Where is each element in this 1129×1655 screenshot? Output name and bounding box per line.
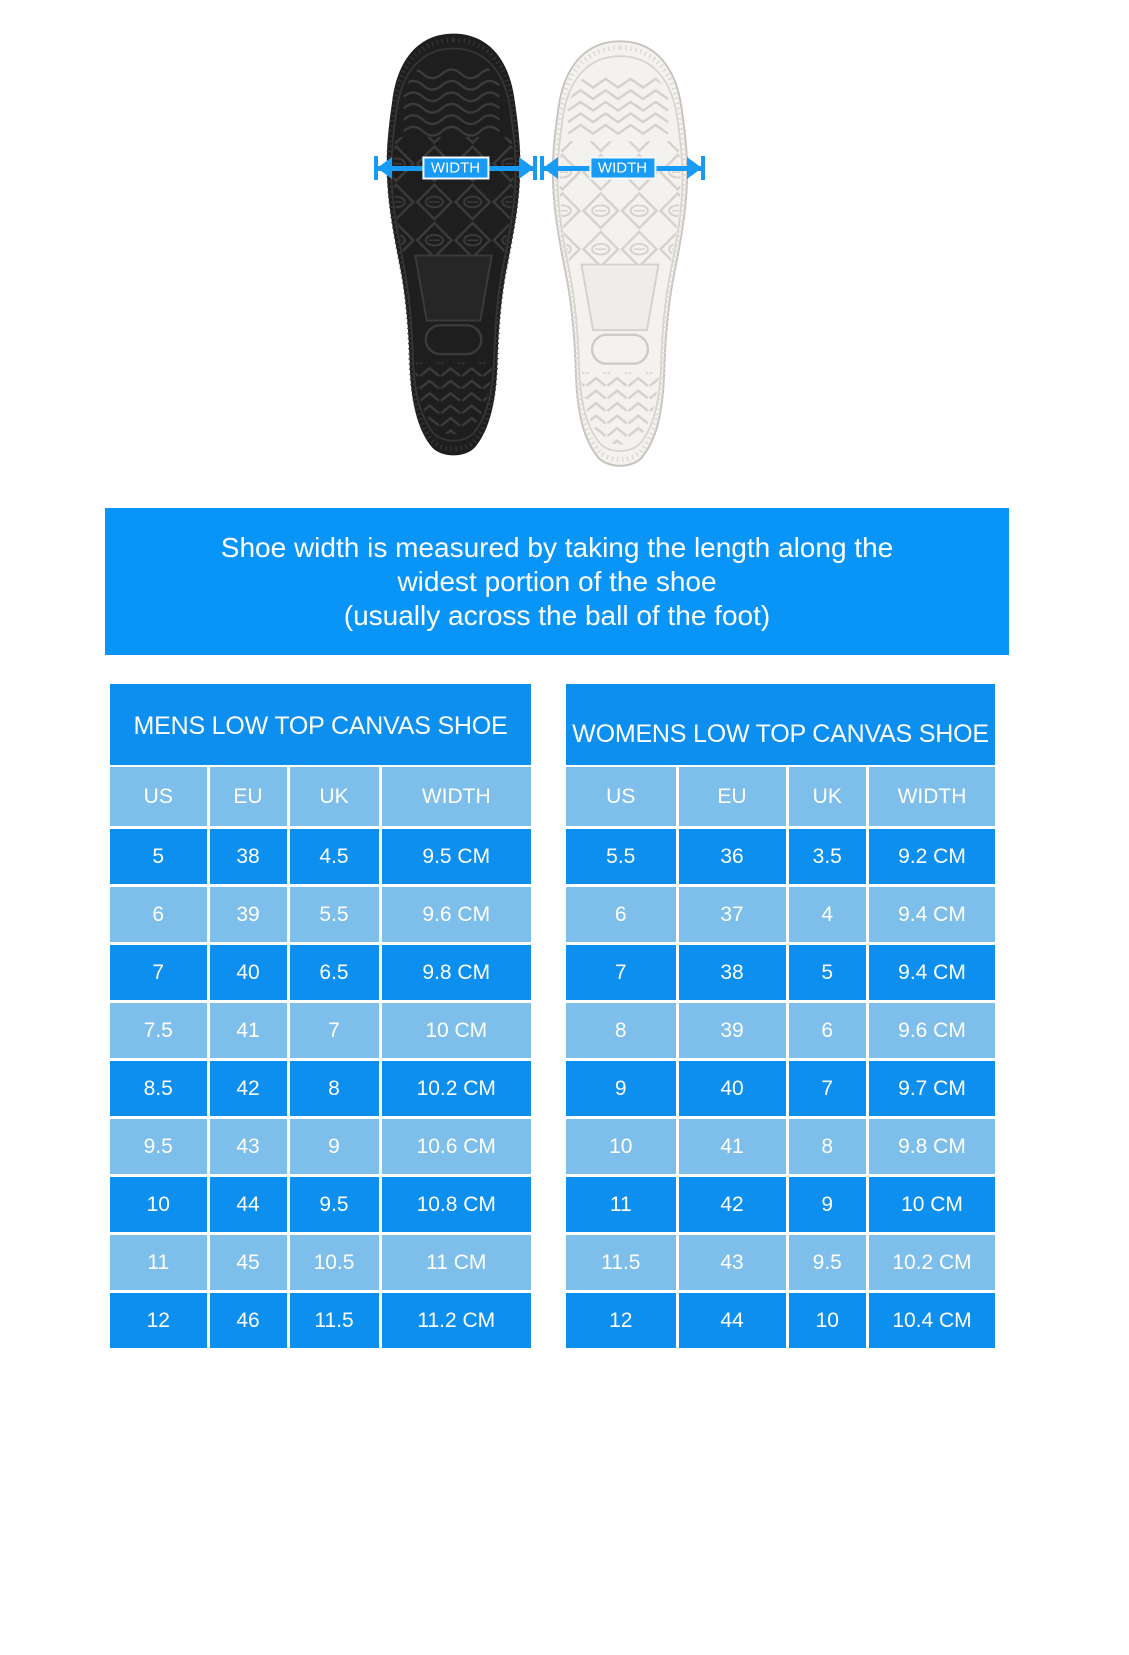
column-header-width: WIDTH [869,767,995,826]
table-cell: 46 [210,1293,287,1348]
table-cell: 9.5 [789,1235,867,1290]
table-cell: 43 [210,1119,287,1174]
womens-table-grid [566,767,995,1348]
table-cell: 11.2 CM [382,1293,532,1348]
width-arrow-white-sole [540,151,705,185]
table-cell: 7 [290,1003,379,1058]
table-cell: 39 [210,887,287,942]
table-cell: 7 [110,945,207,1000]
table-cell: 38 [679,945,786,1000]
table-cell: 9.8 CM [382,945,532,1000]
table-cell: 8 [789,1119,867,1174]
table-cell: 5.5 [290,887,379,942]
table-cell: 10.6 CM [382,1119,532,1174]
info-banner-line: (usually across the ball of the foot) [343,599,771,631]
table-cell: 12 [566,1293,676,1348]
table-cell: 8 [566,1003,676,1058]
table-cell: 11.5 [290,1293,379,1348]
arrow-end-bar [701,156,705,180]
table-cell: 9.2 CM [869,829,995,884]
table-cell: 5 [789,945,867,1000]
table-cell: 45 [210,1235,287,1290]
table-cell: 10 [110,1177,207,1232]
info-banner-line: Shoe width is measured by taking the length along the [220,531,894,563]
table-cell: 3.5 [789,829,867,884]
table-cell: 9.5 CM [382,829,532,884]
mens-size-table [110,684,531,1348]
mens-table-title: MENS LOW TOP CANVAS SHOE [110,684,531,765]
table-cell: 4 [789,887,867,942]
table-cell: 10 CM [382,1003,532,1058]
table-cell: 5.5 [566,829,676,884]
white-sole-image [543,36,697,472]
table-cell: 44 [210,1177,287,1232]
width-label: WIDTH [422,157,489,180]
column-header-us: US [566,767,676,826]
table-cell: 11 [566,1177,676,1232]
table-cell: 9.7 CM [869,1061,995,1116]
table-cell: 11 [110,1235,207,1290]
table-cell: 39 [679,1003,786,1058]
width-arrow-black-sole [374,151,537,185]
table-cell: 40 [679,1061,786,1116]
table-cell: 9.4 CM [869,945,995,1000]
table-cell: 10.5 [290,1235,379,1290]
table-cell: 40 [210,945,287,1000]
table-cell: 9 [566,1061,676,1116]
table-cell: 10 [566,1119,676,1174]
mens-table-grid [110,767,531,1348]
table-cell: 11.5 [566,1235,676,1290]
table-cell: 6 [566,887,676,942]
width-label: WIDTH [589,157,656,180]
table-cell: 10.2 CM [869,1235,995,1290]
table-cell: 5 [110,829,207,884]
info-banner [105,508,1009,655]
table-cell: 9.5 [110,1119,207,1174]
table-cell: 8.5 [110,1061,207,1116]
column-header-eu: EU [210,767,287,826]
table-cell: 9.6 CM [869,1003,995,1058]
black-sole-image [377,28,530,462]
table-cell: 38 [210,829,287,884]
table-cell: 42 [210,1061,287,1116]
table-cell: 41 [210,1003,287,1058]
table-cell: 10 CM [869,1177,995,1232]
table-cell: 6.5 [290,945,379,1000]
table-cell: 12 [110,1293,207,1348]
column-header-uk: UK [290,767,379,826]
table-cell: 10.2 CM [382,1061,532,1116]
table-cell: 42 [679,1177,786,1232]
table-cell: 9.8 CM [869,1119,995,1174]
table-cell: 10.4 CM [869,1293,995,1348]
table-cell: 8 [290,1061,379,1116]
table-cell: 7 [789,1061,867,1116]
womens-table-title: WOMENS LOW TOP CANVAS SHOE [566,684,995,765]
arrow-right-icon [519,157,534,179]
table-cell: 7 [566,945,676,1000]
table-cell: 4.5 [290,829,379,884]
column-header-uk: UK [789,767,867,826]
column-header-us: US [110,767,207,826]
table-cell: 43 [679,1235,786,1290]
table-cell: 9.5 [290,1177,379,1232]
table-cell: 36 [679,829,786,884]
table-cell: 44 [679,1293,786,1348]
table-cell: 9 [290,1119,379,1174]
table-cell: 7.5 [110,1003,207,1058]
table-cell: 10 [789,1293,867,1348]
table-cell: 6 [110,887,207,942]
arrow-right-icon [687,157,702,179]
table-cell: 9.4 CM [869,887,995,942]
info-banner-line: widest portion of the shoe [397,565,717,597]
table-cell: 41 [679,1119,786,1174]
column-header-eu: EU [679,767,786,826]
table-cell: 6 [789,1003,867,1058]
arrow-end-bar [533,156,537,180]
table-cell: 37 [679,887,786,942]
table-cell: 9 [789,1177,867,1232]
column-header-width: WIDTH [382,767,532,826]
table-cell: 9.6 CM [382,887,532,942]
womens-size-table [566,684,995,1348]
table-cell: 11 CM [382,1235,532,1290]
table-cell: 10.8 CM [382,1177,532,1232]
